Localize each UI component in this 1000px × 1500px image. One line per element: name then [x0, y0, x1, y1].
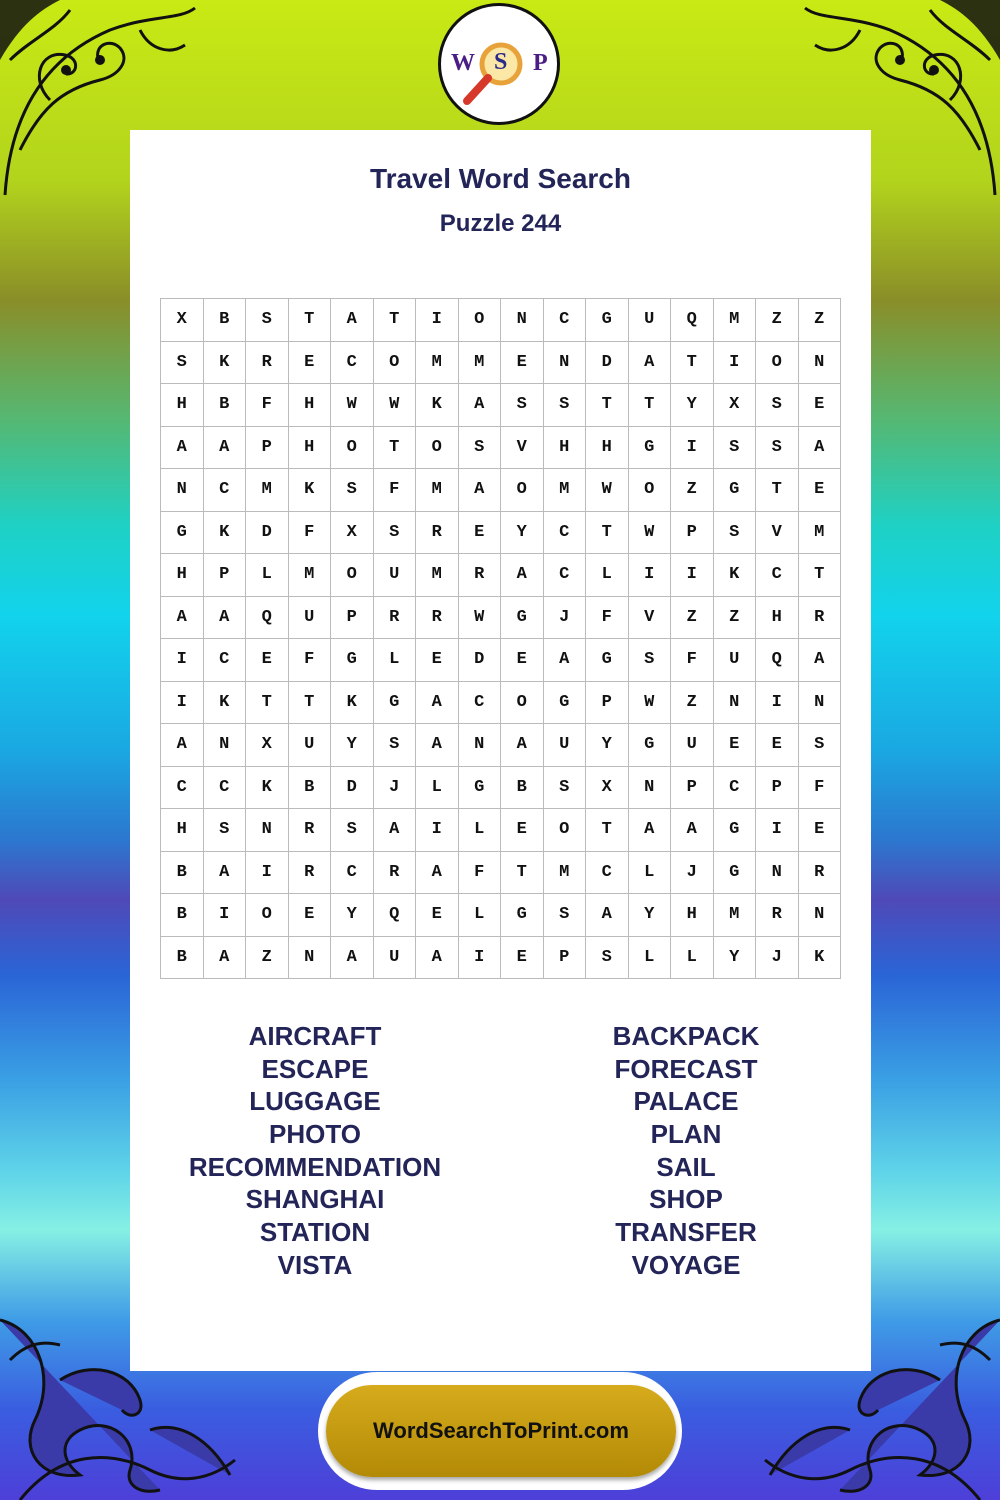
word-list-item: STATION: [259, 1217, 371, 1248]
grid-cell[interactable]: A: [586, 894, 629, 937]
grid-cell[interactable]: S: [374, 512, 417, 555]
site-url: WordSearchToPrint.com: [373, 1418, 629, 1443]
grid-cell[interactable]: S: [756, 384, 799, 427]
grid-cell[interactable]: K: [204, 682, 247, 725]
word-list-right: [501, 1020, 871, 1282]
grid-cell[interactable]: A: [416, 852, 459, 895]
grid-cell[interactable]: O: [246, 894, 289, 937]
grid-cell[interactable]: S: [331, 469, 374, 512]
grid-cell[interactable]: N: [756, 852, 799, 895]
grid-cell[interactable]: E: [799, 469, 842, 512]
grid-cell[interactable]: T: [501, 852, 544, 895]
grid-cell[interactable]: G: [629, 724, 672, 767]
grid-cell[interactable]: E: [501, 809, 544, 852]
logo-letter-w: W: [451, 50, 475, 76]
word-list-item: SHOP: [649, 1184, 723, 1215]
grid-cell[interactable]: D: [586, 342, 629, 385]
grid-cell[interactable]: T: [586, 384, 629, 427]
grid-cell[interactable]: H: [289, 384, 332, 427]
grid-cell[interactable]: B: [204, 384, 247, 427]
grid-cell[interactable]: C: [756, 554, 799, 597]
grid-cell[interactable]: M: [416, 554, 459, 597]
grid-cell[interactable]: W: [629, 682, 672, 725]
grid-cell[interactable]: R: [799, 852, 842, 895]
grid-cell[interactable]: I: [756, 682, 799, 725]
grid-cell[interactable]: G: [501, 894, 544, 937]
word-list-item: FORECAST: [614, 1053, 758, 1084]
word-list-left: [130, 1020, 500, 1282]
grid-cell[interactable]: A: [501, 724, 544, 767]
grid-cell[interactable]: G: [714, 469, 757, 512]
grid-cell[interactable]: S: [714, 427, 757, 470]
grid-cell[interactable]: M: [459, 342, 502, 385]
grid-cell[interactable]: Y: [586, 724, 629, 767]
grid-cell[interactable]: R: [756, 894, 799, 937]
grid-cell[interactable]: I: [416, 809, 459, 852]
grid-cell[interactable]: L: [416, 767, 459, 810]
word-list-item: PLAN: [650, 1119, 722, 1150]
grid-cell[interactable]: S: [374, 724, 417, 767]
grid-cell[interactable]: C: [714, 767, 757, 810]
grid-cell[interactable]: S: [161, 342, 204, 385]
page-title: Travel Word Search: [370, 163, 631, 194]
grid-cell[interactable]: S: [544, 767, 587, 810]
grid-cell[interactable]: U: [629, 299, 672, 342]
grid-cell[interactable]: A: [799, 639, 842, 682]
grid-cell[interactable]: W: [331, 384, 374, 427]
grid-cell[interactable]: F: [374, 469, 417, 512]
grid-cell[interactable]: Z: [671, 682, 714, 725]
grid-cell[interactable]: C: [204, 639, 247, 682]
puzzle-sheet: [130, 130, 871, 1371]
grid-cell[interactable]: O: [629, 469, 672, 512]
grid-cell[interactable]: H: [289, 427, 332, 470]
grid-cell[interactable]: O: [331, 427, 374, 470]
grid-cell[interactable]: A: [204, 597, 247, 640]
grid-cell[interactable]: O: [501, 469, 544, 512]
grid-cell[interactable]: X: [161, 299, 204, 342]
word-list-item: ESCAPE: [261, 1053, 369, 1084]
grid-cell[interactable]: C: [161, 767, 204, 810]
letter-grid: [160, 298, 841, 979]
grid-cell[interactable]: W: [459, 597, 502, 640]
grid-cell[interactable]: F: [246, 384, 289, 427]
grid-cell[interactable]: M: [544, 469, 587, 512]
grid-cell[interactable]: N: [289, 937, 332, 980]
grid-cell[interactable]: F: [671, 639, 714, 682]
grid-cell[interactable]: H: [161, 809, 204, 852]
grid-cell[interactable]: S: [714, 512, 757, 555]
grid-cell[interactable]: K: [799, 937, 842, 980]
grid-cell[interactable]: E: [501, 639, 544, 682]
grid-cell[interactable]: K: [289, 469, 332, 512]
word-list-item: RECOMMENDATION: [188, 1151, 442, 1182]
grid-cell[interactable]: I: [246, 852, 289, 895]
grid-cell[interactable]: N: [544, 342, 587, 385]
grid-cell[interactable]: R: [289, 809, 332, 852]
grid-cell[interactable]: B: [501, 767, 544, 810]
grid-cell[interactable]: X: [586, 767, 629, 810]
grid-cell[interactable]: I: [671, 427, 714, 470]
grid-cell[interactable]: M: [289, 554, 332, 597]
grid-cell[interactable]: S: [501, 384, 544, 427]
grid-cell[interactable]: C: [544, 299, 587, 342]
grid-cell[interactable]: N: [246, 809, 289, 852]
grid-cell[interactable]: U: [374, 937, 417, 980]
grid-cell[interactable]: S: [246, 299, 289, 342]
grid-cell[interactable]: P: [246, 427, 289, 470]
grid-cell[interactable]: U: [289, 597, 332, 640]
grid-cell[interactable]: B: [161, 937, 204, 980]
grid-cell[interactable]: B: [161, 894, 204, 937]
grid-cell[interactable]: C: [204, 767, 247, 810]
grid-cell[interactable]: S: [629, 639, 672, 682]
grid-cell[interactable]: K: [331, 682, 374, 725]
grid-cell[interactable]: C: [459, 682, 502, 725]
grid-cell[interactable]: G: [501, 597, 544, 640]
grid-cell[interactable]: C: [331, 342, 374, 385]
grid-cell[interactable]: O: [501, 682, 544, 725]
grid-cell[interactable]: S: [799, 724, 842, 767]
grid-cell[interactable]: S: [544, 384, 587, 427]
grid-cell[interactable]: P: [671, 767, 714, 810]
grid-cell[interactable]: M: [714, 299, 757, 342]
grid-cell[interactable]: F: [289, 512, 332, 555]
grid-cell[interactable]: H: [544, 427, 587, 470]
grid-cell[interactable]: M: [416, 342, 459, 385]
grid-cell[interactable]: Z: [714, 597, 757, 640]
grid-cell[interactable]: Q: [671, 299, 714, 342]
grid-cell[interactable]: F: [289, 639, 332, 682]
grid-cell[interactable]: Y: [714, 937, 757, 980]
grid-cell[interactable]: O: [374, 342, 417, 385]
grid-cell[interactable]: W: [629, 512, 672, 555]
grid-cell[interactable]: V: [756, 512, 799, 555]
grid-cell[interactable]: R: [246, 342, 289, 385]
grid-cell[interactable]: J: [756, 937, 799, 980]
grid-cell[interactable]: I: [416, 299, 459, 342]
grid-cell[interactable]: O: [416, 427, 459, 470]
grid-cell[interactable]: Z: [671, 469, 714, 512]
grid-cell[interactable]: R: [799, 597, 842, 640]
grid-cell[interactable]: G: [586, 299, 629, 342]
grid-cell[interactable]: L: [671, 937, 714, 980]
grid-cell[interactable]: P: [204, 554, 247, 597]
grid-cell[interactable]: D: [246, 512, 289, 555]
word-list-item: AIRCRAFT: [248, 1021, 382, 1051]
grid-cell[interactable]: I: [161, 682, 204, 725]
grid-cell[interactable]: T: [671, 342, 714, 385]
grid-cell[interactable]: A: [331, 299, 374, 342]
grid-cell[interactable]: K: [204, 512, 247, 555]
grid-cell[interactable]: C: [544, 554, 587, 597]
grid-cell[interactable]: L: [459, 894, 502, 937]
grid-cell[interactable]: Z: [799, 299, 842, 342]
grid-cell[interactable]: G: [714, 809, 757, 852]
grid-cell[interactable]: Y: [331, 894, 374, 937]
grid-cell[interactable]: Y: [671, 384, 714, 427]
grid-cell[interactable]: A: [459, 469, 502, 512]
grid-cell[interactable]: X: [331, 512, 374, 555]
grid-cell[interactable]: G: [331, 639, 374, 682]
grid-cell[interactable]: E: [756, 724, 799, 767]
word-list-item: VOYAGE: [631, 1249, 741, 1280]
grid-cell[interactable]: H: [586, 427, 629, 470]
grid-cell[interactable]: I: [629, 554, 672, 597]
grid-cell[interactable]: O: [544, 809, 587, 852]
grid-cell[interactable]: G: [544, 682, 587, 725]
grid-cell[interactable]: A: [416, 724, 459, 767]
grid-cell[interactable]: U: [544, 724, 587, 767]
grid-cell[interactable]: E: [501, 937, 544, 980]
grid-cell[interactable]: N: [501, 299, 544, 342]
site-link-button[interactable]: [326, 1385, 676, 1477]
grid-cell[interactable]: Y: [629, 894, 672, 937]
grid-cell[interactable]: D: [459, 639, 502, 682]
grid-cell[interactable]: M: [416, 469, 459, 512]
grid-cell[interactable]: N: [799, 682, 842, 725]
grid-cell[interactable]: L: [586, 554, 629, 597]
grid-cell[interactable]: H: [756, 597, 799, 640]
grid-cell[interactable]: N: [629, 767, 672, 810]
grid-cell[interactable]: D: [331, 767, 374, 810]
grid-cell[interactable]: E: [799, 809, 842, 852]
grid-cell[interactable]: N: [459, 724, 502, 767]
logo-letter-p: P: [533, 50, 548, 76]
grid-cell[interactable]: W: [586, 469, 629, 512]
grid-cell[interactable]: H: [161, 384, 204, 427]
grid-cell[interactable]: M: [544, 852, 587, 895]
grid-cell[interactable]: X: [246, 724, 289, 767]
grid-cell[interactable]: S: [204, 809, 247, 852]
grid-cell[interactable]: N: [714, 682, 757, 725]
grid-cell[interactable]: V: [629, 597, 672, 640]
grid-cell[interactable]: A: [544, 639, 587, 682]
grid-cell[interactable]: H: [161, 554, 204, 597]
grid-cell[interactable]: T: [374, 427, 417, 470]
grid-cell[interactable]: Q: [756, 639, 799, 682]
grid-cell[interactable]: F: [459, 852, 502, 895]
grid-cell[interactable]: O: [459, 299, 502, 342]
word-list-item: SAIL: [656, 1151, 716, 1182]
grid-cell[interactable]: S: [544, 894, 587, 937]
grid-cell[interactable]: Z: [246, 937, 289, 980]
grid-cell[interactable]: G: [714, 852, 757, 895]
grid-cell[interactable]: R: [374, 852, 417, 895]
grid-cell[interactable]: E: [714, 724, 757, 767]
grid-cell[interactable]: C: [544, 512, 587, 555]
grid-cell[interactable]: E: [459, 512, 502, 555]
puzzle-number: Puzzle 244: [439, 210, 562, 237]
grid-cell[interactable]: J: [374, 767, 417, 810]
grid-cell[interactable]: A: [671, 809, 714, 852]
grid-cell[interactable]: B: [161, 852, 204, 895]
grid-cell[interactable]: I: [714, 342, 757, 385]
grid-cell[interactable]: E: [289, 894, 332, 937]
grid-cell[interactable]: I: [459, 937, 502, 980]
grid-cell[interactable]: C: [204, 469, 247, 512]
grid-cell[interactable]: A: [374, 809, 417, 852]
grid-cell[interactable]: P: [671, 512, 714, 555]
grid-cell[interactable]: E: [501, 342, 544, 385]
grid-cell[interactable]: A: [161, 427, 204, 470]
grid-cell[interactable]: I: [671, 554, 714, 597]
grid-cell[interactable]: A: [629, 342, 672, 385]
grid-cell[interactable]: Y: [501, 512, 544, 555]
grid-cell[interactable]: L: [629, 852, 672, 895]
grid-cell[interactable]: A: [799, 427, 842, 470]
grid-cell[interactable]: T: [246, 682, 289, 725]
grid-cell[interactable]: R: [374, 597, 417, 640]
grid-cell[interactable]: G: [161, 512, 204, 555]
grid-cell[interactable]: T: [586, 809, 629, 852]
grid-cell[interactable]: L: [459, 809, 502, 852]
grid-cell[interactable]: T: [756, 469, 799, 512]
grid-cell[interactable]: U: [671, 724, 714, 767]
grid-cell[interactable]: S: [459, 427, 502, 470]
grid-cell[interactable]: P: [586, 682, 629, 725]
grid-cell[interactable]: F: [586, 597, 629, 640]
grid-cell[interactable]: Q: [246, 597, 289, 640]
grid-cell[interactable]: N: [799, 894, 842, 937]
grid-cell[interactable]: P: [544, 937, 587, 980]
grid-cell[interactable]: G: [374, 682, 417, 725]
grid-cell[interactable]: A: [501, 554, 544, 597]
grid-cell[interactable]: T: [374, 299, 417, 342]
grid-cell[interactable]: E: [416, 894, 459, 937]
grid-cell[interactable]: A: [629, 809, 672, 852]
grid-cell[interactable]: G: [586, 639, 629, 682]
grid-cell[interactable]: N: [799, 342, 842, 385]
logo-letter-s: S: [494, 49, 508, 75]
grid-cell[interactable]: L: [246, 554, 289, 597]
site-logo[interactable]: [438, 3, 560, 125]
grid-cell[interactable]: P: [331, 597, 374, 640]
grid-cell[interactable]: A: [161, 597, 204, 640]
grid-cell[interactable]: L: [629, 937, 672, 980]
grid-cell[interactable]: V: [501, 427, 544, 470]
grid-cell[interactable]: R: [416, 597, 459, 640]
grid-cell[interactable]: M: [799, 512, 842, 555]
grid-cell[interactable]: C: [331, 852, 374, 895]
grid-cell[interactable]: T: [799, 554, 842, 597]
grid-cell[interactable]: J: [671, 852, 714, 895]
grid-cell[interactable]: A: [204, 427, 247, 470]
grid-cell[interactable]: K: [714, 554, 757, 597]
grid-cell[interactable]: K: [416, 384, 459, 427]
grid-cell[interactable]: S: [586, 937, 629, 980]
grid-cell[interactable]: A: [331, 937, 374, 980]
grid-cell[interactable]: E: [799, 384, 842, 427]
grid-cell[interactable]: L: [374, 639, 417, 682]
grid-cell[interactable]: F: [799, 767, 842, 810]
grid-cell[interactable]: G: [459, 767, 502, 810]
grid-cell[interactable]: J: [544, 597, 587, 640]
grid-cell[interactable]: B: [289, 767, 332, 810]
grid-cell[interactable]: A: [416, 937, 459, 980]
grid-cell[interactable]: T: [289, 682, 332, 725]
grid-cell[interactable]: T: [586, 512, 629, 555]
grid-cell[interactable]: A: [204, 937, 247, 980]
grid-cell[interactable]: I: [756, 809, 799, 852]
grid-cell[interactable]: R: [459, 554, 502, 597]
grid-cell[interactable]: I: [204, 894, 247, 937]
grid-cell[interactable]: Z: [671, 597, 714, 640]
grid-cell[interactable]: B: [204, 299, 247, 342]
grid-cell[interactable]: O: [331, 554, 374, 597]
grid-cell[interactable]: E: [416, 639, 459, 682]
grid-cell[interactable]: S: [756, 427, 799, 470]
grid-cell[interactable]: M: [714, 894, 757, 937]
word-list-item: SHANGHAI: [245, 1184, 385, 1215]
grid-cell[interactable]: S: [331, 809, 374, 852]
word-list-item: LUGGAGE: [249, 1086, 381, 1117]
grid-cell[interactable]: W: [374, 384, 417, 427]
grid-cell[interactable]: I: [161, 639, 204, 682]
grid-cell[interactable]: P: [756, 767, 799, 810]
word-list-item: VISTA: [277, 1249, 353, 1280]
word-list-item: BACKPACK: [612, 1021, 760, 1051]
grid-cell[interactable]: T: [289, 299, 332, 342]
grid-cell[interactable]: C: [586, 852, 629, 895]
grid-cell[interactable]: H: [671, 894, 714, 937]
word-list-item: PALACE: [633, 1086, 739, 1117]
grid-cell[interactable]: A: [459, 384, 502, 427]
grid-cell[interactable]: U: [289, 724, 332, 767]
grid-cell[interactable]: N: [204, 724, 247, 767]
grid-cell[interactable]: A: [204, 852, 247, 895]
grid-cell[interactable]: Z: [756, 299, 799, 342]
grid-cell[interactable]: G: [629, 427, 672, 470]
grid-cell[interactable]: T: [629, 384, 672, 427]
grid-cell[interactable]: O: [756, 342, 799, 385]
word-list-item: TRANSFER: [615, 1217, 757, 1248]
grid-cell[interactable]: M: [246, 469, 289, 512]
grid-cell[interactable]: Y: [331, 724, 374, 767]
grid-cell[interactable]: N: [161, 469, 204, 512]
grid-cell[interactable]: Q: [374, 894, 417, 937]
grid-cell[interactable]: K: [246, 767, 289, 810]
grid-cell[interactable]: R: [416, 512, 459, 555]
grid-cell[interactable]: K: [204, 342, 247, 385]
grid-cell[interactable]: E: [289, 342, 332, 385]
word-list-item: PHOTO: [269, 1119, 361, 1150]
grid-cell[interactable]: R: [289, 852, 332, 895]
grid-cell[interactable]: U: [714, 639, 757, 682]
grid-cell[interactable]: U: [374, 554, 417, 597]
grid-cell[interactable]: A: [161, 724, 204, 767]
grid-cell[interactable]: A: [416, 682, 459, 725]
grid-cell[interactable]: E: [246, 639, 289, 682]
grid-cell[interactable]: X: [714, 384, 757, 427]
